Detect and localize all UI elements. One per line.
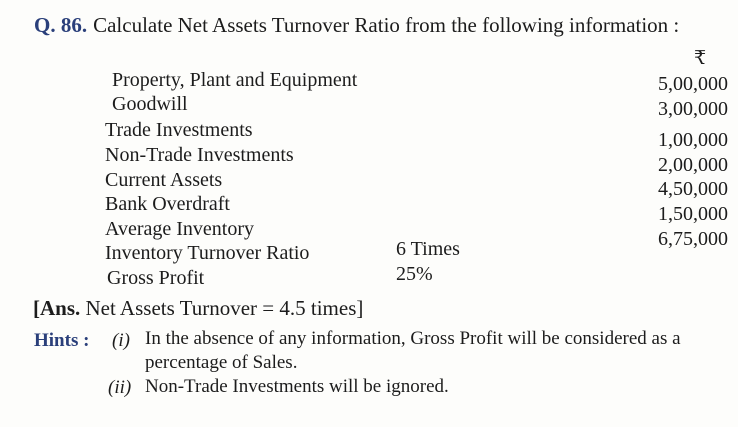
amount-average-inventory: 6,75,000 [658, 228, 728, 250]
answer-line [33, 296, 363, 321]
hint-2-number: (ii) [108, 377, 132, 398]
item-label-current-assets: Current Assets [105, 169, 223, 191]
item-label-non-trade-investments: Non-Trade Investments [105, 144, 294, 166]
item-label-average-inventory: Average Inventory [105, 218, 255, 240]
value-gross-profit: 25% [396, 263, 433, 285]
value-inventory-turnover-ratio: 6 Times [396, 238, 460, 260]
amount-non-trade-investments: 2,00,000 [658, 154, 728, 176]
item-label-goodwill: Goodwill [112, 93, 188, 115]
amount-current-assets: 4,50,000 [658, 178, 728, 200]
hint-1-line1: In the absence of any information, Gross Profit will be considered as a [145, 328, 681, 349]
item-label-bank-overdraft: Bank Overdraft [105, 193, 230, 215]
hints-label: Hints : [34, 330, 90, 351]
hint-2-line1: Non-Trade Investments will be ignored. [145, 376, 449, 397]
amount-bank-overdraft: 1,50,000 [658, 203, 728, 225]
question-number: Q. 86. [34, 13, 88, 37]
rupee-symbol: ₹ [694, 47, 707, 69]
question-line [34, 13, 679, 38]
hint-1-number: (i) [112, 330, 130, 351]
amount-ppe: 5,00,000 [658, 73, 728, 95]
amount-goodwill: 3,00,000 [658, 98, 728, 120]
answer-text: Net Assets Turnover = 4.5 times] [85, 296, 364, 320]
question-text: Calculate Net Assets Turnover Ratio from the following information : [93, 13, 680, 37]
item-label-gross-profit: Gross Profit [107, 267, 205, 289]
item-label-inventory-turnover-ratio: Inventory Turnover Ratio [105, 242, 310, 264]
amount-trade-investments: 1,00,000 [658, 129, 728, 151]
item-label-ppe: Property, Plant and Equipment [112, 69, 358, 91]
item-label-trade-investments: Trade Investments [105, 119, 253, 141]
hint-1-line2: percentage of Sales. [145, 352, 298, 373]
answer-prefix: [Ans. [33, 296, 81, 320]
